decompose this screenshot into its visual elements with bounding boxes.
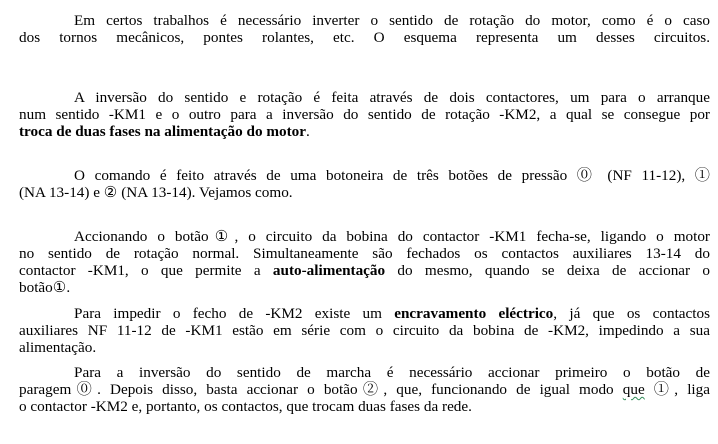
text-run: do mesmo, quando se deixa de accionar o [385, 262, 711, 279]
text-run: paragem⓪. Depois disso, basta accionar o botão②, que, funcionando de igual modo [19, 381, 623, 398]
paragraph-1-line-2: dos tornos mecânicos, pontes rolantes, etc. O esquema representa um desses circuitos. [19, 29, 710, 46]
paragraph-3-line-1: O comando é feito através de uma botoneira de três botões de pressão ⓪ (NF 11-12), ① [74, 167, 710, 184]
paragraph-2-line-1: A inversão do sentido e rotação é feita através de dois contactores, um para o arranque [74, 89, 710, 106]
paragraph-6-line-1: Para a inversão do sentido de marcha é necessário accionar primeiro o botão de [74, 364, 710, 381]
text-run: ①, liga [644, 381, 710, 398]
paragraph-4-line-2: no sentido de rotação normal. Simultaneamente são fechados os contactos auxiliares 13-14 do [19, 245, 710, 262]
text-run: , já que os contactos [553, 305, 710, 322]
paragraph-3-line-2: (NA 13-14) e ② (NA 13-14). Vejamos como. [19, 184, 293, 201]
paragraph-6-line-3: o contactor -KM2 e, portanto, os contactos, que trocam duas fases da rede. [19, 398, 472, 415]
text-run: . [306, 123, 310, 140]
paragraph-5-line-1 [74, 306, 710, 323]
paragraph-5-line-2: auxiliares NF 11-12 de -KM1 estão em série com o circuito da bobina de -KM2, impedindo a sua [19, 322, 710, 339]
paragraph-2-line-3 [19, 124, 710, 141]
text-run: contactor -KM1, o que permite a [19, 262, 273, 279]
spellcheck-marked-word: que [622, 381, 645, 398]
bold-phrase: encravamento eléctrico [394, 305, 554, 322]
paragraph-5-line-3: alimentação. [19, 339, 97, 356]
paragraph-6-line-2 [19, 382, 710, 399]
bold-phrase: auto-alimentação [272, 262, 386, 279]
paragraph-4-line-1: Accionando o botão①, o circuito da bobina do contactor -KM1 fecha-se, ligando o motor [74, 228, 710, 245]
paragraph-2-line-2: num sentido -KM1 e o outro para a inversão do sentido de rotação -KM2, a qual se consegue por [19, 106, 710, 123]
text-run: Para impedir o fecho de -KM2 existe um [74, 305, 395, 322]
bold-phrase: troca de duas fases na alimentação do motor [19, 123, 306, 140]
paragraph-1-line-1: Em certos trabalhos é necessário inverter o sentido de rotação do motor, como é o caso [74, 12, 710, 29]
paragraph-4-line-4: botão①. [19, 279, 71, 296]
paragraph-4-line-3 [19, 263, 710, 280]
